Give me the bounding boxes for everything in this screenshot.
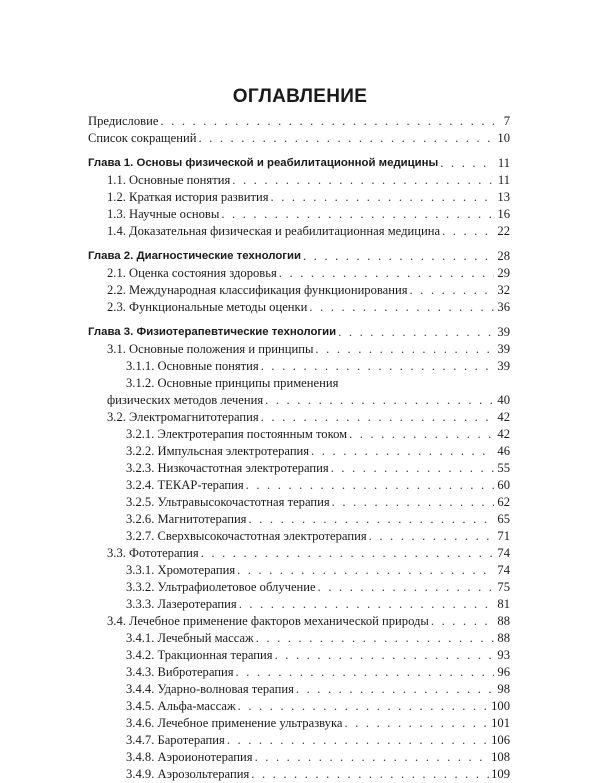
toc-entry[interactable] bbox=[88, 477, 510, 494]
toc-entry-title-continued: физических методов лечения bbox=[107, 393, 264, 407]
toc-entry-page: 74 bbox=[497, 546, 510, 560]
toc-entry-title: 3.2.4. ТЕКАР-терапия bbox=[126, 478, 244, 492]
leader-dots bbox=[221, 206, 494, 223]
toc-entry[interactable] bbox=[88, 113, 510, 130]
toc-entry[interactable] bbox=[88, 681, 510, 698]
toc-entry-page: 75 bbox=[497, 580, 510, 594]
toc-entry-title: 1.1. Основные понятия bbox=[107, 173, 231, 187]
toc-entry-title: 1.3. Научные основы bbox=[107, 207, 220, 221]
leader-dots bbox=[275, 647, 494, 664]
leader-dots bbox=[227, 732, 489, 749]
leader-dots bbox=[236, 664, 494, 681]
toc-entry-page: 46 bbox=[497, 444, 510, 458]
toc-entry-title: 3.2.5. Ультравысокочастотная терапия bbox=[126, 495, 330, 509]
leader-dots bbox=[309, 299, 494, 316]
toc-entry-page: 7 bbox=[503, 114, 510, 128]
toc-entry-title: 2.2. Международная классификация функционирования bbox=[107, 283, 408, 297]
toc-entry-title: 1.2. Краткая история развития bbox=[107, 190, 269, 204]
leader-dots bbox=[255, 749, 490, 766]
toc-entry[interactable] bbox=[88, 579, 510, 596]
toc-entry-title: 3.4.8. Аэроионотерапия bbox=[126, 750, 253, 764]
toc-entry-page: 81 bbox=[497, 597, 510, 611]
toc-entry-page: 71 bbox=[497, 529, 510, 543]
toc-entry[interactable] bbox=[88, 172, 510, 189]
toc-entry-page: 109 bbox=[491, 767, 510, 781]
toc-entry-title: 3.2.3. Низкочастотная электротерапия bbox=[126, 461, 329, 475]
toc-entry-page: 36 bbox=[497, 300, 510, 314]
toc-entry[interactable] bbox=[88, 130, 510, 147]
leader-dots bbox=[265, 392, 494, 409]
toc-entry-title: 3.4. Лечебное применение факторов механической природы bbox=[107, 614, 429, 628]
toc-entry-page: 98 bbox=[497, 682, 510, 696]
toc-entry[interactable] bbox=[88, 511, 510, 528]
toc-entry[interactable] bbox=[88, 545, 510, 562]
leader-dots bbox=[248, 511, 494, 528]
toc-entry-page: 62 bbox=[497, 495, 510, 509]
toc-entry-title: 1.4. Доказательная физическая и реабилитационная медицина bbox=[107, 224, 441, 238]
toc-entry-page: 96 bbox=[497, 665, 510, 679]
toc-entry[interactable] bbox=[88, 562, 510, 579]
toc-chapter-title: Глава 2. Диагностические технологии bbox=[88, 250, 302, 262]
leader-dots bbox=[331, 460, 494, 477]
toc-entry[interactable] bbox=[88, 698, 510, 715]
toc-entry[interactable] bbox=[88, 460, 510, 477]
toc-entry-page: 108 bbox=[491, 750, 510, 764]
toc-entry[interactable] bbox=[88, 265, 510, 282]
leader-dots bbox=[442, 223, 494, 240]
leader-dots bbox=[349, 426, 494, 443]
leader-dots bbox=[440, 155, 494, 172]
toc-entry[interactable] bbox=[88, 282, 510, 299]
toc-entry[interactable] bbox=[88, 766, 510, 783]
toc-entry[interactable] bbox=[88, 664, 510, 681]
toc-entry-page: 10 bbox=[497, 131, 510, 145]
leader-dots bbox=[369, 528, 494, 545]
toc-chapter[interactable] bbox=[88, 155, 510, 172]
leader-dots bbox=[239, 596, 494, 613]
toc-entry-title: 3.2.1. Электротерапия постоянным током bbox=[126, 427, 348, 441]
toc-entry-page: 88 bbox=[497, 631, 510, 645]
toc-entry-page: 39 bbox=[497, 359, 510, 373]
leader-dots bbox=[338, 324, 494, 341]
toc-entry-page: 39 bbox=[497, 342, 510, 356]
leader-dots bbox=[345, 715, 490, 732]
toc-entry[interactable] bbox=[88, 596, 510, 613]
leader-dots bbox=[271, 189, 495, 206]
toc-entry-page: 100 bbox=[491, 699, 510, 713]
toc-entry-page: 11 bbox=[497, 173, 510, 187]
toc-chapter[interactable] bbox=[88, 324, 510, 341]
toc-entry-page: 16 bbox=[497, 207, 510, 221]
toc-entry-title: Предисловие bbox=[88, 114, 159, 128]
toc-entry-title: 3.3.3. Лазеротерапия bbox=[126, 597, 237, 611]
toc-entry-title: 3.3.2. Ультрафиолетовое облучение bbox=[126, 580, 316, 594]
toc-entry-title: 3.1. Основные положения и принципы bbox=[107, 342, 314, 356]
toc-entry[interactable] bbox=[88, 358, 510, 375]
toc-entry[interactable] bbox=[88, 443, 510, 460]
toc-chapter-title: Глава 1. Основы физической и реабилитационной медицины bbox=[88, 157, 439, 169]
page-title: ОГЛАВЛЕНИЕ bbox=[232, 86, 368, 107]
toc-entry-title: 3.4.2. Тракционная терапия bbox=[126, 648, 273, 662]
leader-dots bbox=[315, 341, 494, 358]
toc-entry-title: 3.2.7. Сверхвысокочастотная электротерапия bbox=[126, 529, 367, 543]
toc-entry[interactable] bbox=[88, 528, 510, 545]
toc-entry[interactable] bbox=[88, 647, 510, 664]
leader-dots bbox=[201, 545, 494, 562]
leader-dots bbox=[232, 172, 494, 189]
toc-entry-page: 42 bbox=[497, 427, 510, 441]
toc-entry-page: 40 bbox=[497, 393, 510, 407]
toc-entry-title: 2.3. Функциональные методы оценки bbox=[107, 300, 308, 314]
toc-entry-title: 2.1. Оценка состояния здоровья bbox=[107, 266, 277, 280]
toc-entry-title: 3.3.1. Хромотерапия bbox=[126, 563, 236, 577]
toc-entry-title: 3.4.6. Лечебное применение ультразвука bbox=[126, 716, 343, 730]
leader-dots bbox=[160, 113, 494, 130]
leader-dots bbox=[410, 282, 494, 299]
toc-entry-page: 55 bbox=[497, 461, 510, 475]
leader-dots bbox=[332, 494, 494, 511]
toc-entry-page: 88 bbox=[497, 614, 510, 628]
leader-dots bbox=[431, 613, 494, 630]
toc-chapter[interactable] bbox=[88, 248, 510, 265]
toc-entry-page: 28 bbox=[497, 249, 510, 263]
toc-entry-page: 42 bbox=[497, 410, 510, 424]
spacer bbox=[88, 147, 510, 155]
toc-chapter-title: Глава 3. Физиотерапевтические технологии bbox=[88, 326, 337, 338]
toc-entry[interactable] bbox=[88, 392, 510, 409]
toc-entry-title: 3.4.3. Вибротерапия bbox=[126, 665, 234, 679]
leader-dots bbox=[238, 698, 489, 715]
toc-entry-page: 74 bbox=[497, 563, 510, 577]
spacer bbox=[88, 316, 510, 324]
toc-entry-page: 13 bbox=[497, 190, 510, 204]
toc-entry-first-line[interactable] bbox=[88, 375, 510, 392]
toc-entry-title: Список сокращений bbox=[88, 131, 197, 145]
toc-entry-page: 65 bbox=[497, 512, 510, 526]
toc-entry-title: 3.2. Электромагнитотерапия bbox=[107, 410, 259, 424]
toc-entry[interactable] bbox=[88, 299, 510, 316]
toc-entry-title: 3.4.9. Аэрозольтерапия bbox=[126, 767, 250, 781]
toc-entry[interactable] bbox=[88, 749, 510, 766]
toc-entry[interactable] bbox=[88, 223, 510, 240]
leader-dots bbox=[198, 130, 494, 147]
toc-entry-title: 3.1.2. Основные принципы применения bbox=[126, 376, 339, 390]
leader-dots bbox=[237, 562, 494, 579]
table-of-contents bbox=[88, 113, 510, 783]
toc-entry-page: 32 bbox=[497, 283, 510, 297]
toc-entry-page: 101 bbox=[491, 716, 510, 730]
spacer bbox=[88, 240, 510, 248]
toc-entry-title: 3.3. Фототерапия bbox=[107, 546, 199, 560]
toc-entry-page: 29 bbox=[497, 266, 510, 280]
toc-entry-title: 3.4.5. Альфа-массаж bbox=[126, 699, 236, 713]
leader-dots bbox=[261, 409, 494, 426]
leader-dots bbox=[318, 579, 494, 596]
toc-entry-page: 22 bbox=[497, 224, 510, 238]
toc-entry[interactable] bbox=[88, 613, 510, 630]
toc-entry-title: 3.2.2. Импульсная электротерапия bbox=[126, 444, 310, 458]
toc-entry-page: 39 bbox=[497, 325, 510, 339]
leader-dots bbox=[261, 358, 494, 375]
leader-dots bbox=[303, 248, 494, 265]
toc-entry[interactable] bbox=[88, 494, 510, 511]
leader-dots bbox=[296, 681, 494, 698]
toc-entry-title: 3.4.4. Ударно-волновая терапия bbox=[126, 682, 294, 696]
leader-dots bbox=[256, 630, 494, 647]
toc-entry[interactable] bbox=[88, 732, 510, 749]
toc-entry-title: 3.4.7. Баротерапия bbox=[126, 733, 225, 747]
toc-entry-page: 93 bbox=[497, 648, 510, 662]
toc-entry[interactable] bbox=[88, 715, 510, 732]
toc-entry[interactable] bbox=[88, 409, 510, 426]
toc-entry-page: 106 bbox=[491, 733, 510, 747]
toc-entry-page: 60 bbox=[497, 478, 510, 492]
toc-entry-title: 3.1.1. Основные понятия bbox=[126, 359, 259, 373]
leader-dots bbox=[279, 265, 494, 282]
toc-entry[interactable] bbox=[88, 341, 510, 358]
toc-entry[interactable] bbox=[88, 189, 510, 206]
leader-dots bbox=[246, 477, 494, 494]
toc-entry[interactable] bbox=[88, 206, 510, 223]
toc-entry[interactable] bbox=[88, 630, 510, 647]
toc-entry-page: 11 bbox=[497, 156, 510, 170]
leader-dots bbox=[311, 443, 494, 460]
toc-entry-title: 3.4.1. Лечебный массаж bbox=[126, 631, 254, 645]
toc-entry-title: 3.2.6. Магнитотерапия bbox=[126, 512, 247, 526]
toc-entry[interactable] bbox=[88, 426, 510, 443]
leader-dots bbox=[251, 766, 489, 783]
